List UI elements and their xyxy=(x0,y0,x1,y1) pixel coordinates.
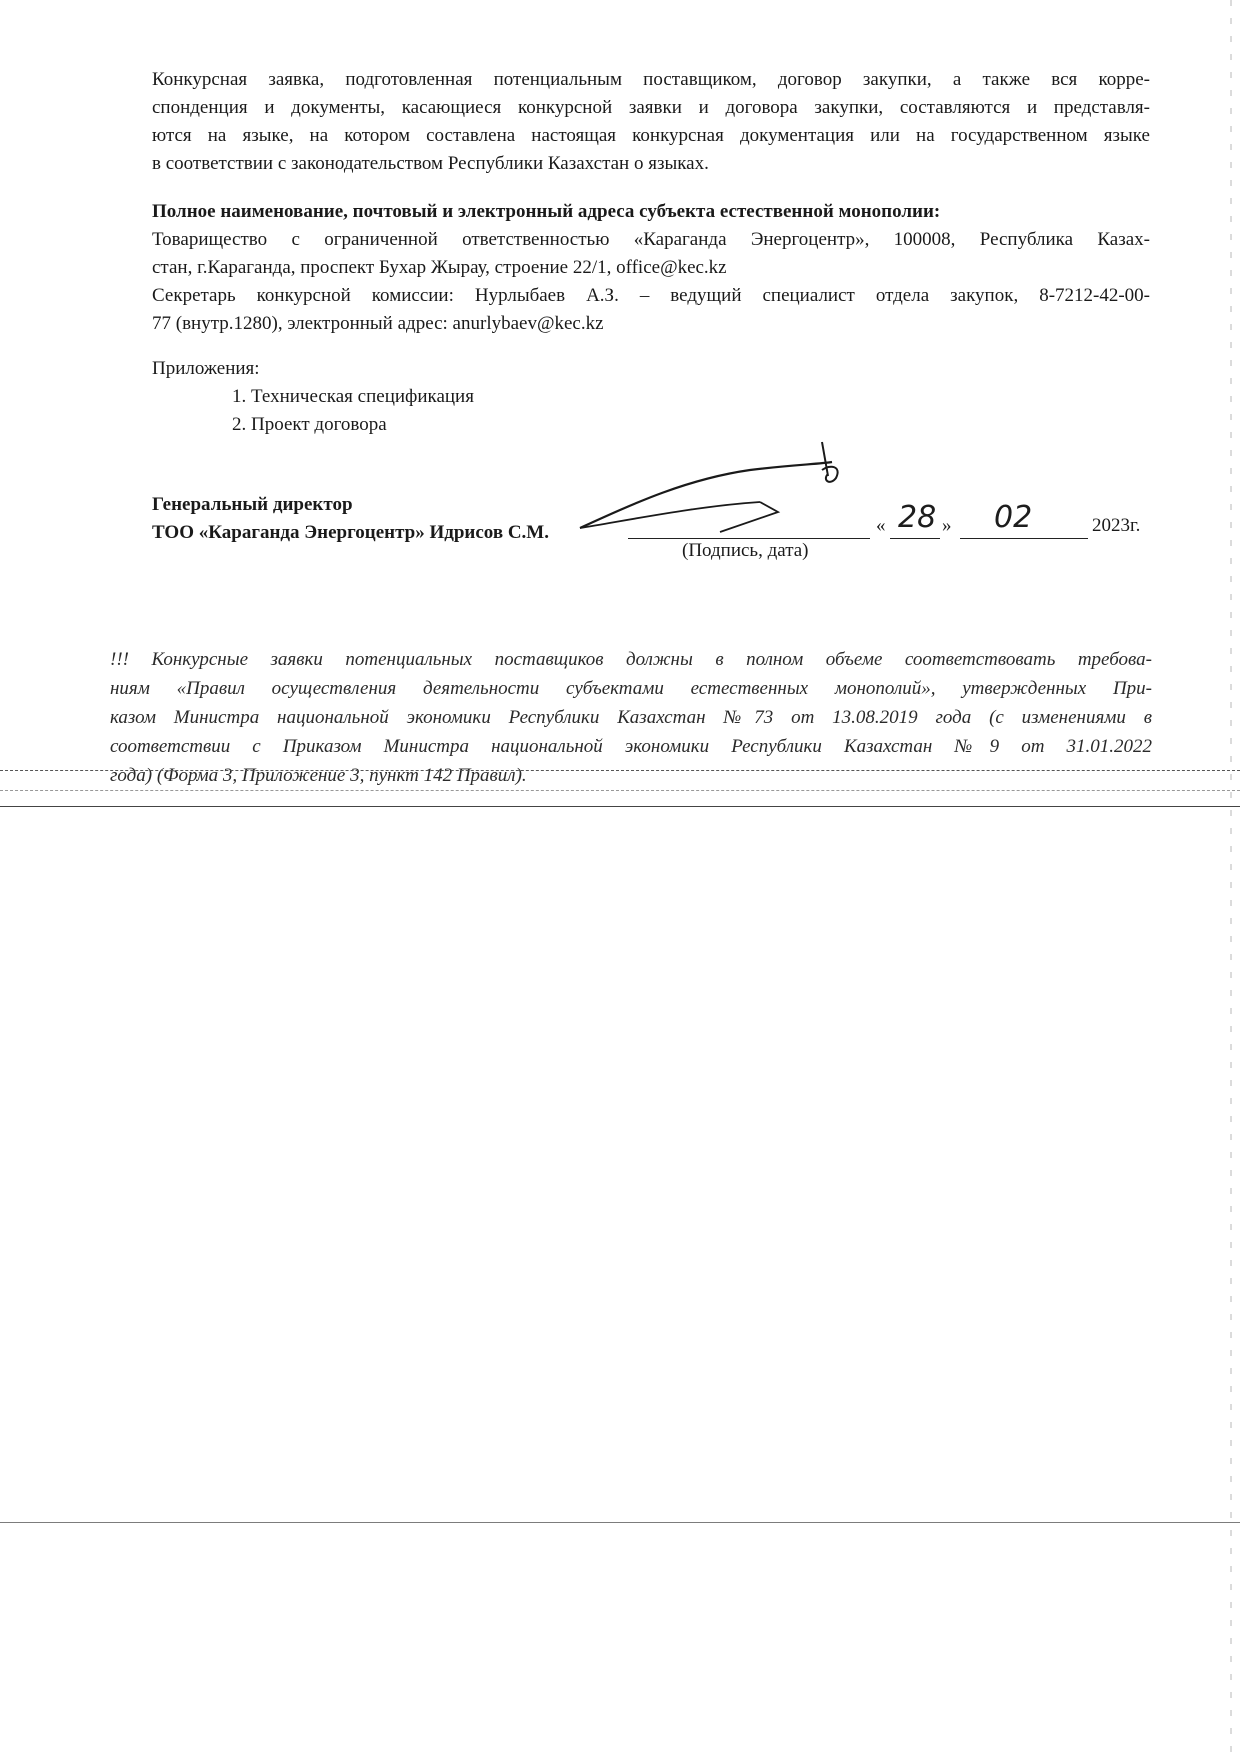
appendices-list xyxy=(232,383,474,439)
signatory-company: ТОО «Караганда Энергоцентр» Идрисов С.М. xyxy=(152,522,549,543)
intro-line: Конкурсная заявка, подготовленная потенциальным поставщиком, договор закупки, а также вся корре- xyxy=(152,69,1150,90)
note-line: соответствии с Приказом Министра национальной экономики Республики Казахстан №9 от 31.01.2022 xyxy=(110,736,1152,757)
intro-line: в соответствии с законодательством Республики Казахстан о языках. xyxy=(152,153,709,174)
signature-line xyxy=(628,538,870,539)
month-line xyxy=(960,538,1088,539)
secretary-line: Секретарь конкурсной комиссии: Нурлыбаев А.З. – ведущий специалист отдела закупок, 8-7212-42-00- xyxy=(152,285,1150,306)
scan-divider xyxy=(0,770,1240,771)
compliance-note xyxy=(110,645,1152,790)
signatory-position: Генеральный директор xyxy=(152,494,353,515)
date-day: 28 xyxy=(898,500,937,535)
contact-heading: Полное наименование, почтовый и электронный адреса субъекта естественной монополии: xyxy=(152,201,941,222)
company-line: стан, г.Караганда, проспект Бухар Жырау, строение 22/1, office@kec.kz xyxy=(152,257,727,278)
note-line: ниям «Правил осуществления деятельности субъектами естественных монополий», утвержденных При- xyxy=(110,678,1152,699)
intro-line: спонденция и документы, касающиеся конкурсной заявки и договора закупки, составляются и представля- xyxy=(152,97,1150,118)
handwritten-signature xyxy=(560,440,870,550)
appendix-item: 1. Техническая спецификация xyxy=(232,386,474,407)
signatory-block xyxy=(152,491,549,547)
contact-section xyxy=(152,198,1150,338)
appendix-item: 2. Проект договора xyxy=(232,414,387,435)
intro-paragraph xyxy=(152,66,1150,178)
scan-edge xyxy=(1230,0,1232,1754)
appendices-title: Приложения: xyxy=(152,358,260,379)
signature-caption: (Подпись, дата) xyxy=(682,540,809,561)
date-close-quote: » xyxy=(942,515,952,536)
company-line: Товарищество с ограниченной ответственностью «Караганда Энергоцентр», 100008, Республика Казах- xyxy=(152,229,1150,250)
note-line: !!! Конкурсные заявки потенциальных поставщиков должны в полном объеме соответствовать требова- xyxy=(110,649,1152,670)
scan-divider xyxy=(0,790,1240,791)
note-line: года) (Форма 3, Приложение 3, пункт 142 Правил). xyxy=(110,765,527,786)
date-year: 2023г. xyxy=(1092,515,1141,536)
date-month: 02 xyxy=(994,500,1033,535)
day-line xyxy=(890,538,940,539)
secretary-line: 77 (внутр.1280), электронный адрес: anurlybaev@kec.kz xyxy=(152,313,604,334)
page-divider xyxy=(0,806,1240,807)
date-open-quote: « xyxy=(876,515,886,536)
intro-line: ются на языке, на котором составлена настоящая конкурсная документация или на государственном языке xyxy=(152,125,1150,146)
note-line: казом Министра национальной экономики Республики Казахстан №73 от 13.08.2019 года (с изменениями в xyxy=(110,707,1152,728)
page-divider xyxy=(0,1522,1240,1523)
